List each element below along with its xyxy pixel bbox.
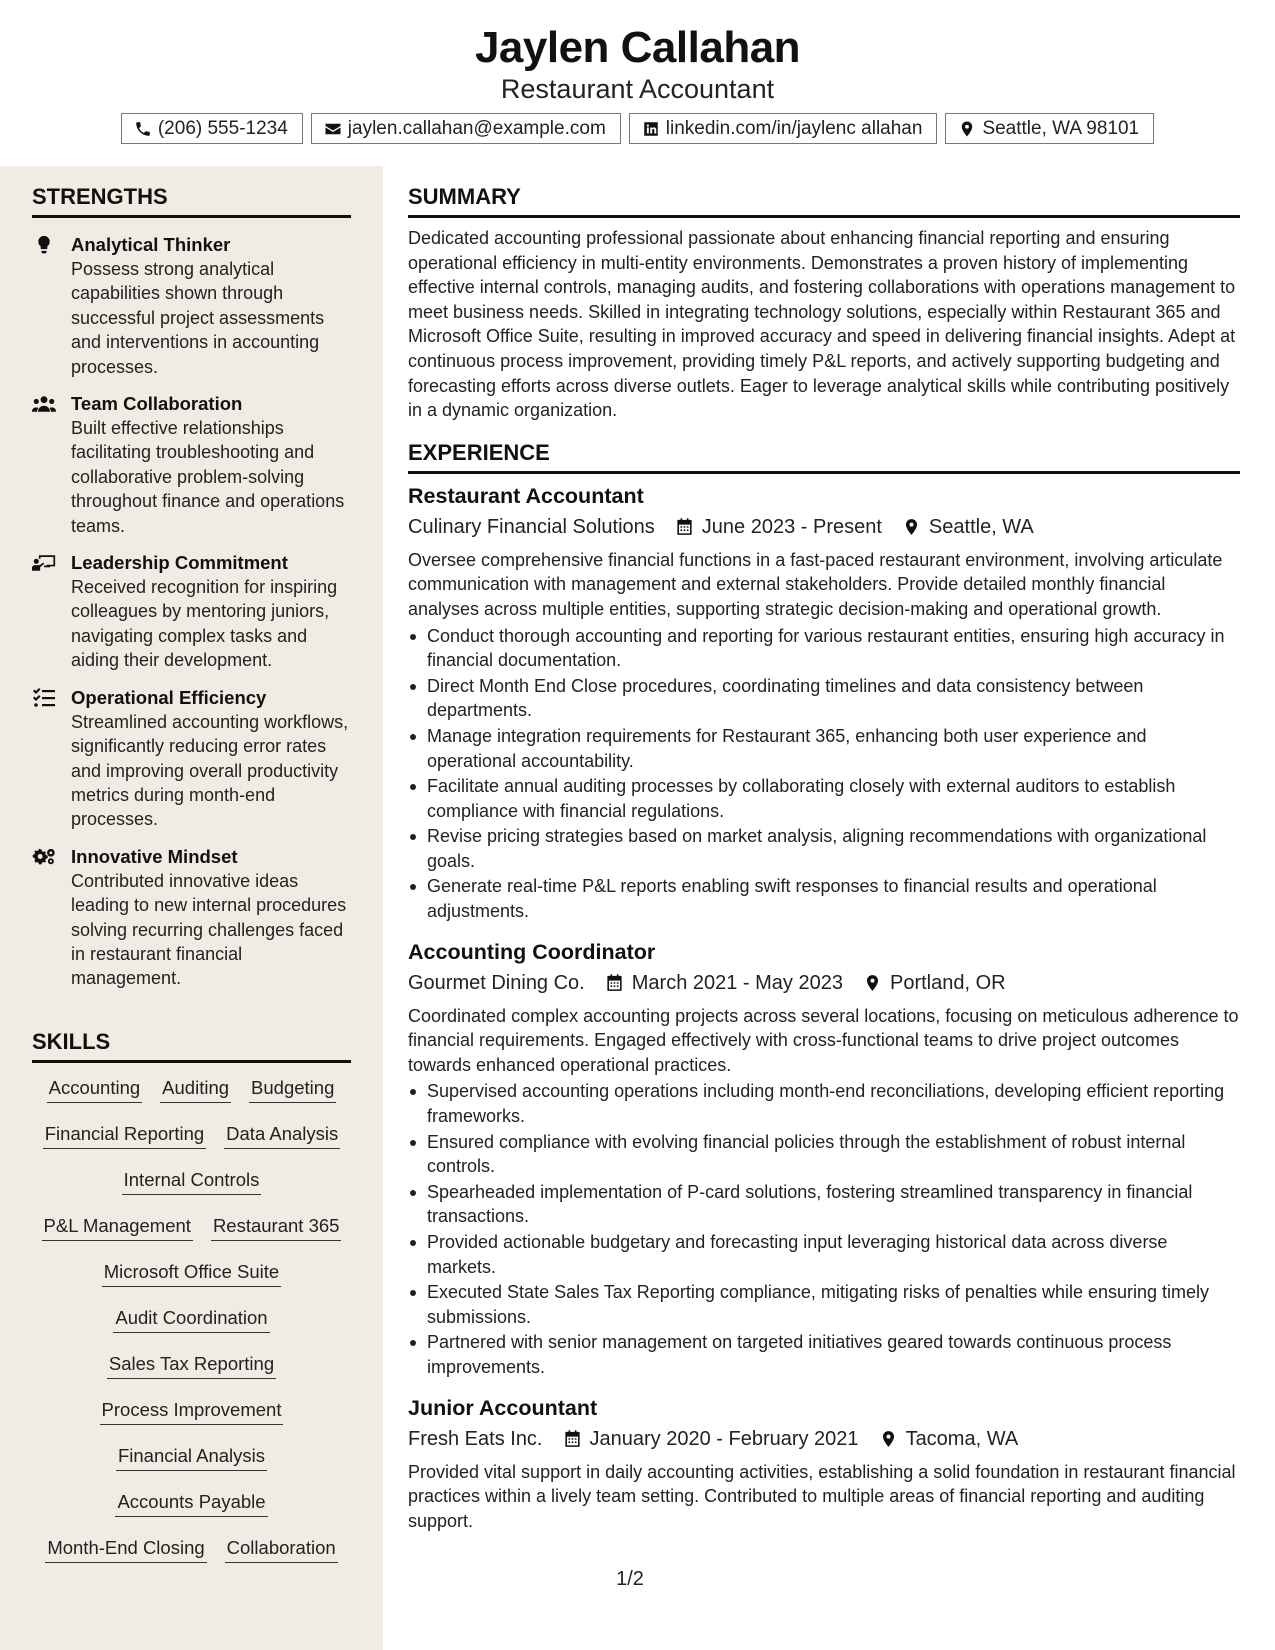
skill-tag: Sales Tax Reporting [107,1351,276,1379]
job-bullet: Direct Month End Close procedures, coordinating timelines and data consistency between departments. [408,674,1240,723]
job-title: Accounting Coordinator [408,939,656,964]
contact-linkedin[interactable] [629,113,938,144]
summary-heading: SUMMARY [408,183,1240,218]
skills-heading: SKILLS [32,1028,351,1063]
job-bullet: Facilitate annual auditing processes by collaborating closely with external auditors to establish compliance with financial regulations. [408,774,1240,823]
skills-list [32,1075,351,1581]
phone-icon [134,120,152,138]
skill-tag: Microsoft Office Suite [102,1259,281,1287]
job-bullet: Generate real-time P&L reports enabling swift responses to financial results and operational adjustments. [408,874,1240,923]
job-location: Portland, OR [889,971,1006,994]
chalkboard-teacher-icon [32,553,56,573]
strength-item [32,550,351,673]
gears-icon [32,847,56,867]
job-title: Restaurant Accountant [408,483,644,508]
skill-tag: Auditing [160,1075,231,1103]
job-description: Oversee comprehensive financial functions in a fast-paced restaurant environment, involving articulate communication with management and external stakeholders. Provide detailed monthly financial analyses across multiple entities, supporting strategic decision-making and operational growth. [408,549,1223,619]
skill-tag: Process Improvement [100,1397,284,1425]
sidebar [0,166,383,1650]
location-pin-icon [902,517,921,537]
contact-phone-text: (206) 555-1234 [157,117,288,139]
strengths-heading: STRENGTHS [32,183,351,218]
skill-tag: Data Analysis [224,1121,340,1149]
strength-title: Innovative Mindset [71,845,238,867]
envelope-icon [324,120,342,138]
skill-tag: Accounting [47,1075,143,1103]
lightbulb-icon [32,235,56,255]
skill-tag: P&L Management [42,1213,193,1241]
experience-section [408,439,1240,1534]
job-meta [408,512,1240,542]
strength-item [32,391,351,538]
skill-tag: Budgeting [249,1075,336,1103]
job-company: Fresh Eats Inc. [408,1427,543,1450]
job-location: Tacoma, WA [905,1427,1019,1450]
job-location-wrap [902,512,1034,542]
strength-text: Contributed innovative ideas leading to new internal procedures solving recurring challenges faced in restaurant financial management. [71,870,347,989]
list-check-icon [32,688,56,708]
strength-title: Operational Efficiency [71,686,267,708]
job-location-wrap [863,968,1006,998]
skills-section [32,1028,351,1581]
location-pin-icon [958,120,976,138]
job-meta [408,968,1240,998]
contact-email-text: jaylen.callahan@example.com [347,117,606,139]
job-title: Junior Accountant [408,1395,598,1420]
job-description: Coordinated complex accounting projects across several locations, focusing on meticulous adherence to financial requirements. Engaged effectively with cross-functional teams to drive project outcomes towards enhanced operational practices. [408,1005,1239,1075]
strengths-section [32,183,351,991]
job-bullet: Revise pricing strategies based on market analysis, aligning recommendations with organizational goals. [408,824,1240,873]
job-dates: June 2023 - Present [701,515,882,538]
contact-linkedin-text: linkedin.com/in/jaylenc allahan [665,117,923,139]
job-bullet: Executed State Sales Tax Reporting compliance, mitigating risks of penalties while ensuring timely submissions. [408,1280,1240,1329]
strength-text: Possess strong analytical capabilities shown through successful project assessments and interventions in accounting processes. [71,259,325,377]
skill-tag: Financial Analysis [116,1443,267,1471]
job-bullet: Spearheaded implementation of P-card solutions, fostering streamlined transparency in financial transactions. [408,1180,1240,1229]
skill-tag: Month-End Closing [45,1535,206,1563]
candidate-name: Jaylen Callahan [474,23,801,72]
strength-title: Team Collaboration [71,393,243,415]
summary-text: Dedicated accounting professional passionate about enhancing financial reporting and ensuring operational efficiency in multi-entity environments. Demonstrates a proven history of implementing effective internal controls, managing audits, and fostering collaborations with operations management to meet business needs. Skilled in integrating technology solutions, especially within Restaurant 365 and Microsoft Office Suite, resulting in improved accuracy and speed in delivering financial insights. Adept at continuous process improvement, providing timely P&L reports, and actively supporting budgeting and forecasting efforts across diverse outlets. Eager to leverage analytical skills while contributing positively in a dynamic organization. [408,228,1236,421]
job-description: Provided vital support in daily accounting activities, establishing a solid foundation in restaurant financial practices within a lively team setting. Contributed to multiple areas of financial reporting and auditing support. [408,1461,1236,1531]
job-bullet: Provided actionable budgetary and forecasting input leveraging historical data across diverse markets. [408,1230,1240,1279]
main-content [408,166,1240,1533]
strength-text: Received recognition for inspiring colleagues by mentoring juniors, navigating complex tasks and aiding their development. [71,577,338,671]
job-bullets [408,1079,1240,1379]
job-entry [408,1394,1240,1534]
job-dates: January 2020 - February 2021 [589,1427,859,1450]
contact-location-text: Seattle, WA 98101 [982,117,1140,139]
calendar-icon [675,517,694,537]
resume-header [0,0,1275,160]
job-bullet: Conduct thorough accounting and reporting for various restaurant entities, ensuring high accuracy in financial documentation. [408,624,1240,673]
strengths-list [32,232,351,991]
job-bullets [408,624,1240,924]
candidate-role: Restaurant Accountant [500,74,775,104]
skill-tag: Accounts Payable [115,1489,267,1517]
job-bullet: Manage integration requirements for Restaurant 365, enhancing both user experience and operational accountability. [408,724,1240,773]
job-company: Gourmet Dining Co. [408,971,585,994]
strength-text: Built effective relationships facilitating troubleshooting and collaborative problem-solving throughout finance and operations teams. [71,418,345,536]
strength-item [32,844,351,991]
job-bullet: Partnered with senior management on targeted initiatives geared towards continuous process improvements. [408,1330,1240,1379]
job-dates-wrap [675,512,882,542]
job-dates-wrap [605,968,843,998]
job-bullet: Ensured compliance with evolving financial policies through the establishment of robust internal controls. [408,1130,1240,1179]
linkedin-icon [642,120,660,138]
job-entry [408,482,1240,924]
job-meta [408,1424,1240,1454]
experience-heading: EXPERIENCE [408,439,1240,474]
skill-tag: Restaurant 365 [211,1213,342,1241]
job-dates-wrap [563,1424,859,1454]
strength-text: Streamlined accounting workflows, significantly reducing error rates and improving overall productivity metrics during month-end processes. [71,711,349,830]
job-company: Culinary Financial Solutions [408,515,655,538]
calendar-icon [563,1429,582,1449]
location-pin-icon [863,973,882,993]
job-dates: March 2021 - May 2023 [631,971,843,994]
contact-bar [0,113,1275,144]
contact-email[interactable] [311,113,621,144]
skill-tag: Financial Reporting [43,1121,206,1149]
strength-item [32,685,351,832]
location-pin-icon [879,1429,898,1449]
skill-tag: Collaboration [225,1535,338,1563]
users-icon [32,394,56,414]
job-bullet: Supervised accounting operations including month-end reconciliations, developing efficient reporting frameworks. [408,1079,1240,1128]
job-location: Seattle, WA [928,515,1034,538]
strength-title: Leadership Commitment [71,552,288,574]
contact-location[interactable] [945,113,1154,144]
job-entry [408,938,1240,1380]
skill-tag: Internal Controls [122,1167,262,1195]
contact-phone[interactable] [121,113,303,144]
page-number: 1/2 [616,1568,644,1590]
strength-title: Analytical Thinker [71,234,231,255]
job-location-wrap [879,1424,1019,1454]
calendar-icon [605,973,624,993]
strength-item [32,232,351,379]
skill-tag: Audit Coordination [113,1305,269,1333]
summary-section [408,166,1240,423]
